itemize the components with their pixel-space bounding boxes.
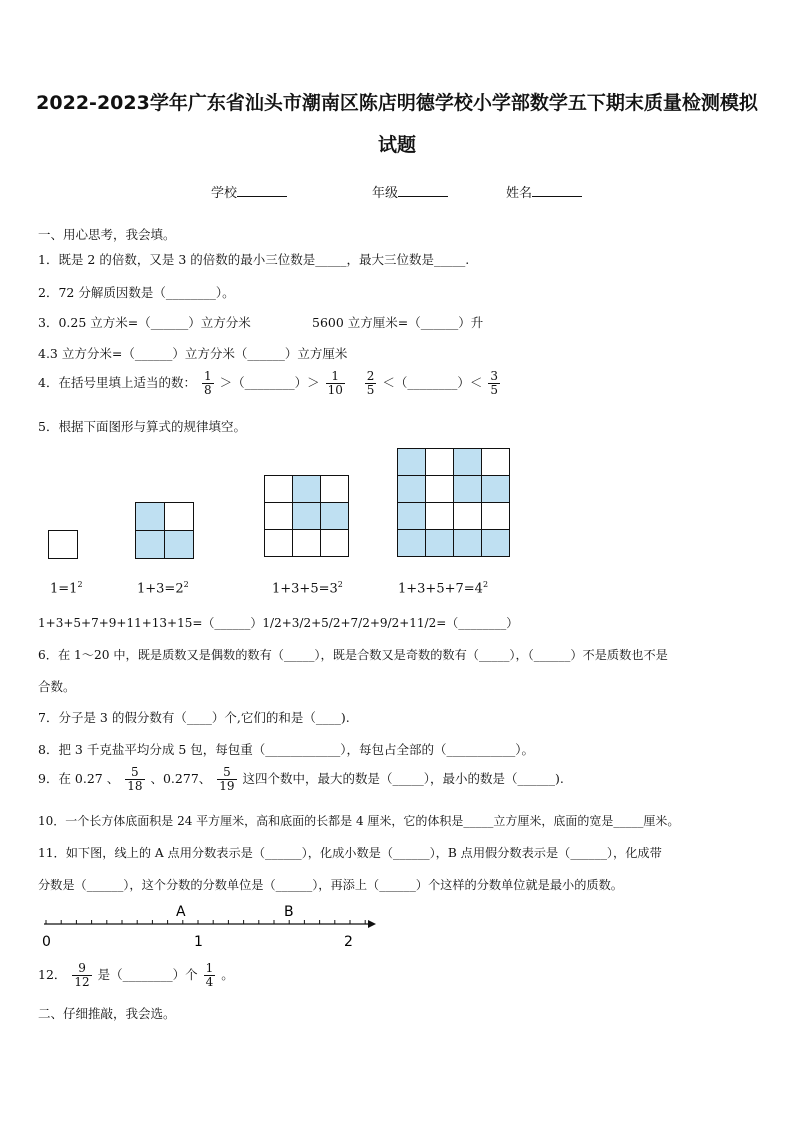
fraction: $\frac{1}{8}$: [203, 369, 212, 398]
square-grid-3: [264, 475, 349, 557]
fraction: $\frac{1}{4}$: [205, 961, 214, 990]
question-10: 10．一个长方体底面积是 24 平方厘米，高和底面的长都是 4 厘米，它的体积是_____立方厘米，底面的宽是_____厘米。: [38, 814, 680, 828]
name-blank[interactable]: [532, 183, 582, 197]
question-4: [38, 370, 502, 397]
page-title: 2022-2023学年广东省汕头市潮南区陈店明德学校小学部数学五下期末质量检测模拟: [36, 92, 758, 114]
point-b-label: B: [284, 904, 294, 920]
question-6a: 6．在 1～20 中，既是质数又是偶数的数有（_____），既是合数又是奇数的数有（_____），（______）不是质数也不是: [38, 648, 668, 662]
point-a-label: A: [176, 904, 186, 920]
q4-compare-2: ＜（________）＜: [382, 375, 483, 391]
fraction: $\frac{5}{18}$: [127, 765, 143, 794]
q9-mid: 、0.277、: [150, 771, 212, 787]
q9-suffix: 这四个数中，最大的数是（_____），最小的数是（______).: [242, 771, 564, 787]
fraction: $\frac{5}{19}$: [219, 765, 235, 794]
question-3b: 5600 立方厘米=（______）升: [312, 315, 484, 330]
tick-label-1: 1: [194, 934, 203, 950]
arrow-right-icon: [368, 920, 376, 928]
q9-prefix: 9．在 0.27 、: [38, 771, 120, 787]
square-grid-1: [48, 530, 78, 559]
question-3c: 4.3 立方分米=（______）立方分米（______）立方厘米: [38, 346, 348, 361]
fraction: $\frac{3}{5}$: [490, 369, 499, 398]
formula-1: $1=1^2$: [50, 580, 83, 597]
name-field: [506, 182, 582, 201]
page-title-line2: 试题: [377, 134, 416, 156]
question-3a: 3．0.25 立方米=（______）立方分米: [38, 315, 251, 330]
question-8: 8．把 3 千克盐平均分成 5 包，每包重（____________），每包占全部的（___________）。: [38, 742, 535, 757]
fraction: $\frac{2}{5}$: [366, 369, 375, 398]
fraction: $\frac{1}{10}$: [327, 369, 343, 398]
question-12: [38, 962, 234, 989]
name-label: 姓名: [506, 186, 533, 201]
question-11a: 11．如下图，线上的 A 点用分数表示是（______），化成小数是（______），B 点用假分数表示是（______），化成带: [38, 846, 662, 860]
question-11b: 分数是（______），这个分数的分数单位是（______），再添上（______）个这样的分数单位就是最小的质数。: [38, 878, 623, 892]
fraction: $\frac{9}{12}$: [74, 961, 90, 990]
formula-3: $1+3+5=3^2$: [272, 580, 343, 597]
tick-label-0: 0: [42, 934, 51, 950]
question-9: [38, 766, 564, 793]
q12-prefix: 12．: [38, 967, 67, 983]
section-1-heading: 一、用心思考，我会填。: [38, 227, 176, 242]
tick-label-2: 2: [344, 934, 353, 950]
q12-mid: 是（________）个: [97, 967, 198, 983]
grade-blank[interactable]: [398, 183, 448, 197]
question-5b: 1+3+5+7+9+11+13+15=（______）1/2+3/2+5/2+7/2+9/2+11/2=（________）: [38, 616, 519, 630]
school-field: [211, 182, 287, 201]
formula-4: $1+3+5+7=4^2$: [398, 580, 489, 597]
question-6b: 合数。: [38, 679, 76, 694]
grade-label: 年级: [372, 186, 399, 201]
school-label: 学校: [211, 186, 238, 201]
grade-field: [372, 182, 448, 201]
q12-suffix: 。: [221, 967, 234, 983]
formula-2: $1+3=2^2$: [137, 580, 189, 597]
q4-compare-1: ＞（________）＞: [219, 375, 320, 391]
number-line: [36, 900, 386, 950]
square-grid-2: [135, 502, 194, 559]
section-2-heading: 二、仔细推敲，我会选。: [38, 1006, 176, 1021]
school-blank[interactable]: [237, 183, 287, 197]
question-7: 7．分子是 3 的假分数有（____）个,它们的和是（____).: [38, 710, 350, 725]
question-2: 2．72 分解质因数是（________）。: [38, 285, 235, 300]
q4-prefix: 4．在括号里填上适当的数：: [38, 375, 196, 391]
question-5: 5．根据下面图形与算式的规律填空。: [38, 419, 246, 434]
square-grid-4: [397, 448, 510, 557]
question-1: 1．既是 2 的倍数，又是 3 的倍数的最小三位数是_____，最大三位数是_____.: [38, 252, 470, 267]
